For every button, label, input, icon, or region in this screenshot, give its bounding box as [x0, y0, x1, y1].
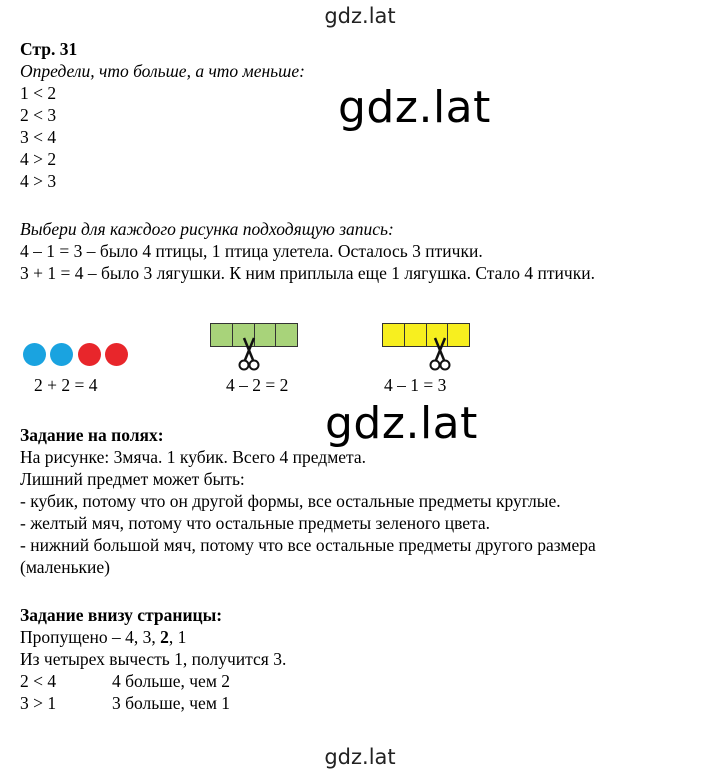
- scissors-icon: [236, 336, 262, 372]
- compare-row: [20, 670, 231, 692]
- margin-task-line: - желтый мяч, потому что остальные предметы зеленого цвета.: [20, 513, 490, 533]
- dot: [78, 343, 101, 366]
- missing-prefix: Пропущено – 4, 3,: [20, 627, 161, 647]
- watermark-middle: gdz.lat: [325, 398, 478, 449]
- task1-instruction: Определи, что больше, а что меньше:: [20, 61, 305, 81]
- comparison-line: 3 < 4: [20, 127, 57, 147]
- page-title: Стр. 31: [20, 39, 78, 59]
- subtraction-line: Из четырех вычесть 1, получится 3.: [20, 649, 287, 669]
- yellow-strip: [382, 323, 470, 347]
- watermark-top: gdz.lat: [324, 4, 396, 28]
- margin-task-line: (маленькие): [20, 557, 111, 577]
- margin-task-line: На рисунке: 3мяча. 1 кубик. Всего 4 предмета.: [20, 447, 367, 467]
- equation-label: 4 – 1 = 3: [384, 375, 447, 395]
- task2-instruction: Выбери для каждого рисунка подходящую запись:: [20, 219, 394, 239]
- equation-label: 2 + 2 = 4: [34, 375, 98, 395]
- compare-row: [20, 692, 231, 714]
- dot: [50, 343, 73, 366]
- dot: [105, 343, 128, 366]
- equation-description: 4 – 1 = 3 – было 4 птицы, 1 птица улетела. Осталось 3 птички.: [20, 241, 483, 261]
- dot: [23, 343, 46, 366]
- comparison-line: 1 < 2: [20, 83, 57, 103]
- compare-text: 4 больше, чем 2: [112, 671, 231, 691]
- equation-description: 3 + 1 = 4 – было 3 лягушки. К ним приплыла еще 1 лягушка. Стало 4 птички.: [20, 263, 595, 283]
- scissors-icon: [427, 336, 453, 372]
- compare-text: 3 больше, чем 1: [112, 693, 231, 713]
- watermark-middle: gdz.lat: [338, 82, 491, 133]
- margin-task-line: - нижний большой мяч, потому что все остальные предметы другого размера: [20, 535, 596, 555]
- margin-task-line: Лишний предмет может быть:: [20, 469, 245, 489]
- comparison-line: 2 < 3: [20, 105, 57, 125]
- compare-expression: 3 > 1: [20, 693, 57, 713]
- missing-number: 2: [160, 627, 169, 647]
- watermark-bottom: gdz.lat: [324, 745, 396, 769]
- equation-label: 4 – 2 = 2: [226, 375, 289, 395]
- missing-suffix: , 1: [168, 627, 187, 647]
- margin-task-heading: Задание на полях:: [20, 425, 164, 445]
- missing-numbers-line: [20, 626, 186, 648]
- compare-expression: 2 < 4: [20, 671, 57, 691]
- bottom-task-heading: Задание внизу страницы:: [20, 605, 223, 625]
- comparison-line: 4 > 3: [20, 171, 57, 191]
- comparison-line: 4 > 2: [20, 149, 57, 169]
- margin-task-line: - кубик, потому что он другой формы, все остальные предметы круглые.: [20, 491, 561, 511]
